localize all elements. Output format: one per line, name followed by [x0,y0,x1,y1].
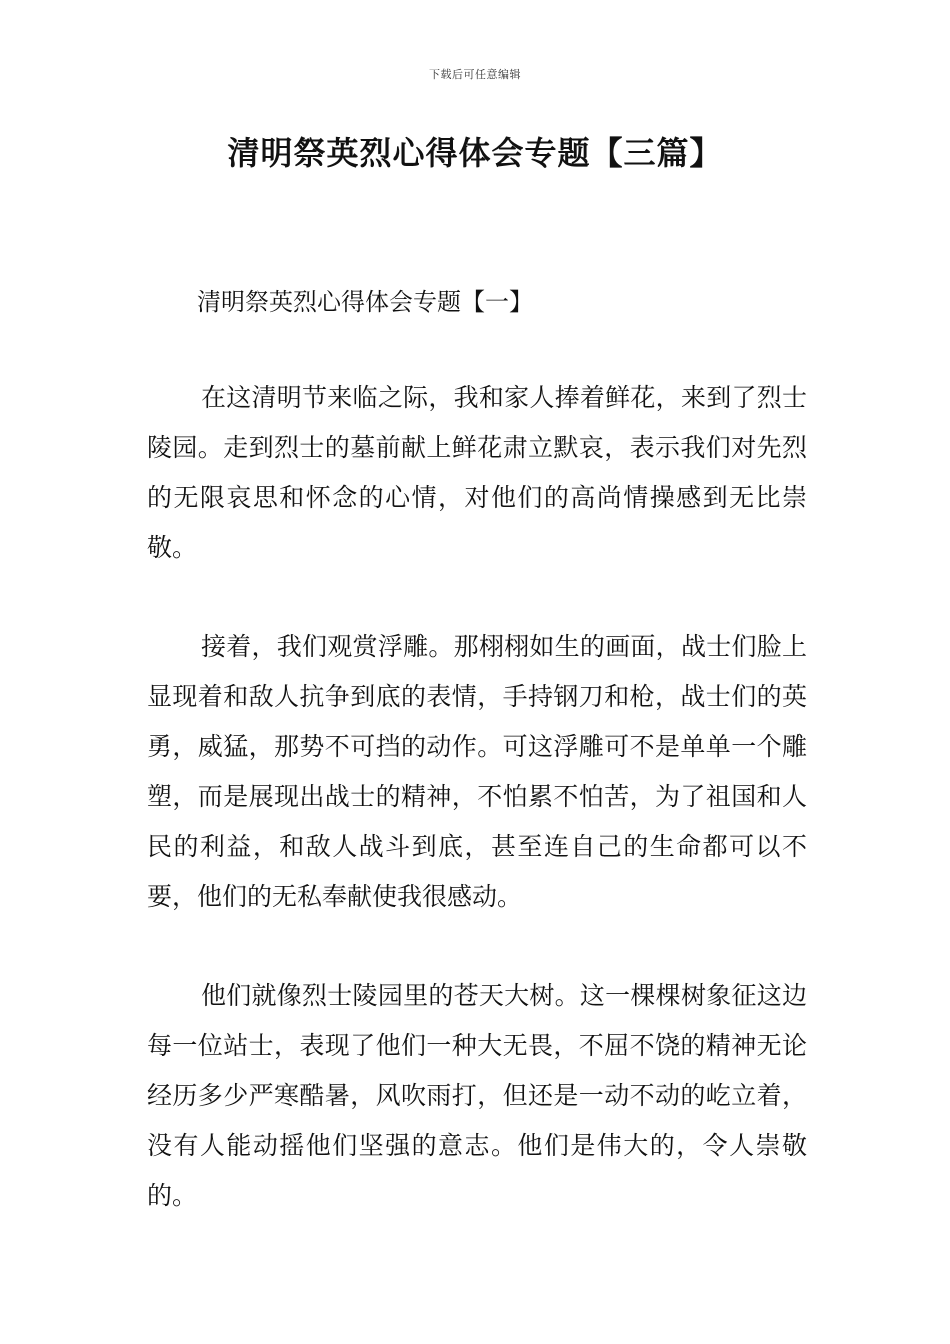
document-title: 清明祭英烈心得体会专题【三篇】 [227,134,723,172]
paragraph-1: 在这清明节来临之际，我和家人捧着鲜花，来到了烈士陵园。走到烈士的墓前献上鲜花肃立默哀，表示我们对先烈的无限哀思和怀念的心情，对他们的高尚情操感到无比崇敬。 [147,383,807,562]
paragraph-2: 接着，我们观赏浮雕。那栩栩如生的画面，战士们脸上显现着和敌人抗争到底的表情，手持钢刀和枪，战士们的英勇，威猛，那势不可挡的动作。可这浮雕可不是单单一个雕塑，而是展现出战士的精神，不怕累不怕苦，为了祖国和人民的利益，和敌人战斗到底，甚至连自己的生命都可以不要，他们的无私奉献使我很感动。 [147,632,807,911]
paragraph-3: 他们就像烈士陵园里的苍天大树。这一棵棵树象征这边每一位站士，表现了他们一种大无畏，不屈不饶的精神无论经历多少严寒酷暑，风吹雨打，但还是一动不动的屹立着，没有人能动摇他们坚强的意志。他们是伟大的，令人崇敬的。 [147,981,807,1210]
header-note: 下载后可任意编辑 [429,68,521,81]
section-heading: 清明祭英烈心得体会专题【一】 [197,288,533,316]
